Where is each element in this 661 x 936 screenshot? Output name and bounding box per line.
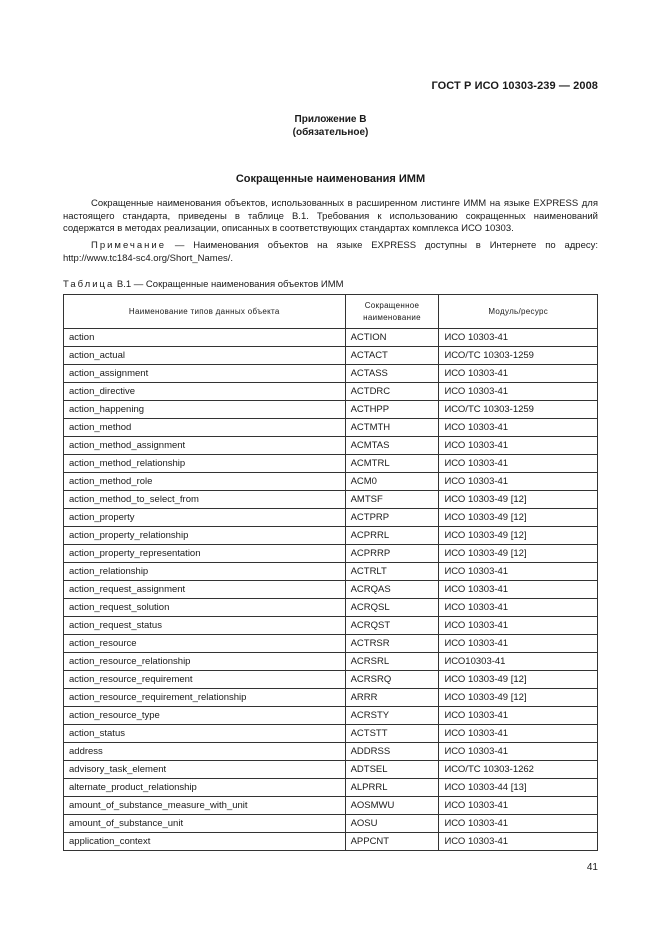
table-row [64,563,598,581]
module-cell: ИСО 10303-41 [439,437,598,455]
table-row [64,347,598,365]
module-cell: ИСО/ТС 10303-1262 [439,761,598,779]
entity-name-cell: action_happening [64,401,346,419]
short-name-cell: ALPRRL [345,779,439,797]
module-cell: ИСО 10303-41 [439,797,598,815]
short-name-cell: AOSMWU [345,797,439,815]
entity-name-cell: action_request_status [64,617,346,635]
header-short-name: Сокращенное наименование [345,295,439,329]
short-name-cell: ACRQSL [345,599,439,617]
module-cell: ИСО 10303-49 [12] [439,689,598,707]
module-cell: ИСО 10303-49 [12] [439,527,598,545]
short-name-cell: ARRR [345,689,439,707]
entity-name-cell: application_context [64,833,346,851]
short-name-cell: ACTMTH [345,419,439,437]
intro-paragraph [63,198,598,236]
short-name-cell: ACRQAS [345,581,439,599]
table-row [64,707,598,725]
entity-name-cell: action_method_assignment [64,437,346,455]
entity-name-cell: action_resource_relationship [64,653,346,671]
table-row [64,545,598,563]
short-name-cell: AMTSF [345,491,439,509]
short-name-cell: ACTPRP [345,509,439,527]
entity-name-cell: amount_of_substance_measure_with_unit [64,797,346,815]
table-caption [63,279,344,290]
table-row [64,329,598,347]
module-cell: ИСО 10303-41 [439,365,598,383]
annex-title: Приложение В [294,114,367,125]
module-cell: ИСО 10303-49 [12] [439,671,598,689]
module-cell: ИСО/ТС 10303-1259 [439,347,598,365]
table-row [64,779,598,797]
module-cell: ИСО 10303-49 [12] [439,491,598,509]
table-row [64,455,598,473]
module-cell: ИСО 10303-41 [439,581,598,599]
table-row [64,401,598,419]
entity-name-cell: action_method_relationship [64,455,346,473]
table-header-row [64,295,598,329]
entity-name-cell: action_status [64,725,346,743]
entity-name-cell: action_request_solution [64,599,346,617]
short-name-cell: ACM0 [345,473,439,491]
table-caption-label: Таблица [63,279,115,290]
entity-name-cell: action_directive [64,383,346,401]
short-name-cell: ACTION [345,329,439,347]
table-row [64,761,598,779]
entity-name-cell: action_property_relationship [64,527,346,545]
module-cell: ИСО 10303-41 [439,473,598,491]
module-cell: ИСО/ТС 10303-1259 [439,401,598,419]
module-cell: ИСО 10303-41 [439,455,598,473]
short-name-cell: ACPRRL [345,527,439,545]
standard-designation: ГОСТ Р ИСО 10303-239 — 2008 [431,80,598,92]
table-row [64,653,598,671]
module-cell: ИСО 10303-41 [439,743,598,761]
note-paragraph [63,240,598,265]
entity-name-cell: amount_of_substance_unit [64,815,346,833]
short-name-cell: ACTRSR [345,635,439,653]
header-module: Модуль/ресурс [439,295,598,329]
entity-name-cell: action_resource_requirement [64,671,346,689]
short-name-cell: ACTDRC [345,383,439,401]
entity-name-cell: action_method [64,419,346,437]
module-cell: ИСО 10303-41 [439,329,598,347]
module-cell: ИСО 10303-41 [439,383,598,401]
module-cell: ИСО 10303-41 [439,419,598,437]
module-cell: ИСО 10303-41 [439,833,598,851]
short-name-cell: ACTRLT [345,563,439,581]
table-caption-text: В.1 — Сокращенные наименования объектов ИММ [116,279,344,290]
intro-paragraph-text: Сокращенные наименования объектов, использованных в расширенном листинге ИММ на языке EXPRESS для настоящего стандарта, приведены в таблице В.1. Требования к использованию сокращенных наименований содержатся в методах реализации, описанных в соответствующих стандартах комплекса ИСО 10303. [63,198,598,234]
short-name-cell: ACTSTT [345,725,439,743]
short-name-cell: ADTSEL [345,761,439,779]
module-cell: ИСО 10303-41 [439,635,598,653]
table-row [64,437,598,455]
short-name-cell: ACTASS [345,365,439,383]
table-row [64,617,598,635]
table-row [64,671,598,689]
table-row [64,383,598,401]
entity-name-cell: action_actual [64,347,346,365]
short-names-table [63,294,598,851]
entity-name-cell: action_resource_requirement_relationship [64,689,346,707]
short-name-cell: ACRQST [345,617,439,635]
table-row [64,473,598,491]
table-row [64,815,598,833]
short-name-cell: ACTACT [345,347,439,365]
note-text: — Наименования объектов на языке EXPRESS доступны в Интернете по адресу: http://www.tc184-sc4.org/Short_Names/. [63,240,599,264]
page-number: 41 [586,862,598,873]
entity-name-cell: action [64,329,346,347]
short-name-cell: AOSU [345,815,439,833]
note-label: Примечание [91,240,166,251]
annex-heading [0,113,661,139]
table-row [64,725,598,743]
table-row [64,797,598,815]
table-row [64,833,598,851]
short-name-cell: ACRSTY [345,707,439,725]
entity-name-cell: action_relationship [64,563,346,581]
module-cell: ИСО 10303-41 [439,707,598,725]
short-name-cell: APPCNT [345,833,439,851]
module-cell: ИСО 10303-44 [13] [439,779,598,797]
short-name-cell: ACMTAS [345,437,439,455]
short-name-cell: ACRSRQ [345,671,439,689]
entity-name-cell: action_request_assignment [64,581,346,599]
entity-name-cell: action_resource [64,635,346,653]
entity-name-cell: action_method_to_select_from [64,491,346,509]
short-name-cell: ACTHPP [345,401,439,419]
module-cell: ИСО 10303-49 [12] [439,509,598,527]
header-entity-name: Наименование типов данных объекта [64,295,346,329]
table-row [64,635,598,653]
table-row [64,599,598,617]
entity-name-cell: action_method_role [64,473,346,491]
module-cell: ИСО 10303-41 [439,725,598,743]
module-cell: ИСО 10303-41 [439,617,598,635]
short-name-cell: ADDRSS [345,743,439,761]
entity-name-cell: action_property_representation [64,545,346,563]
entity-name-cell: address [64,743,346,761]
module-cell: ИСО 10303-41 [439,599,598,617]
table-row [64,419,598,437]
short-name-cell: ACPRRP [345,545,439,563]
table-row [64,527,598,545]
module-cell: ИСО 10303-49 [12] [439,545,598,563]
entity-name-cell: action_assignment [64,365,346,383]
entity-name-cell: advisory_task_element [64,761,346,779]
entity-name-cell: action_resource_type [64,707,346,725]
entity-name-cell: alternate_product_relationship [64,779,346,797]
module-cell: ИСО 10303-41 [439,815,598,833]
annex-status: (обязательное) [292,127,369,138]
module-cell: ИСО10303-41 [439,653,598,671]
short-name-cell: ACRSRL [345,653,439,671]
module-cell: ИСО 10303-41 [439,563,598,581]
entity-name-cell: action_property [64,509,346,527]
section-title: Сокращенные наименования ИММ [235,173,426,185]
table-row [64,743,598,761]
table-row [64,689,598,707]
table-row [64,365,598,383]
table-row [64,581,598,599]
table-row [64,491,598,509]
table-body [64,329,598,851]
short-name-cell: ACMTRL [345,455,439,473]
table-row [64,509,598,527]
